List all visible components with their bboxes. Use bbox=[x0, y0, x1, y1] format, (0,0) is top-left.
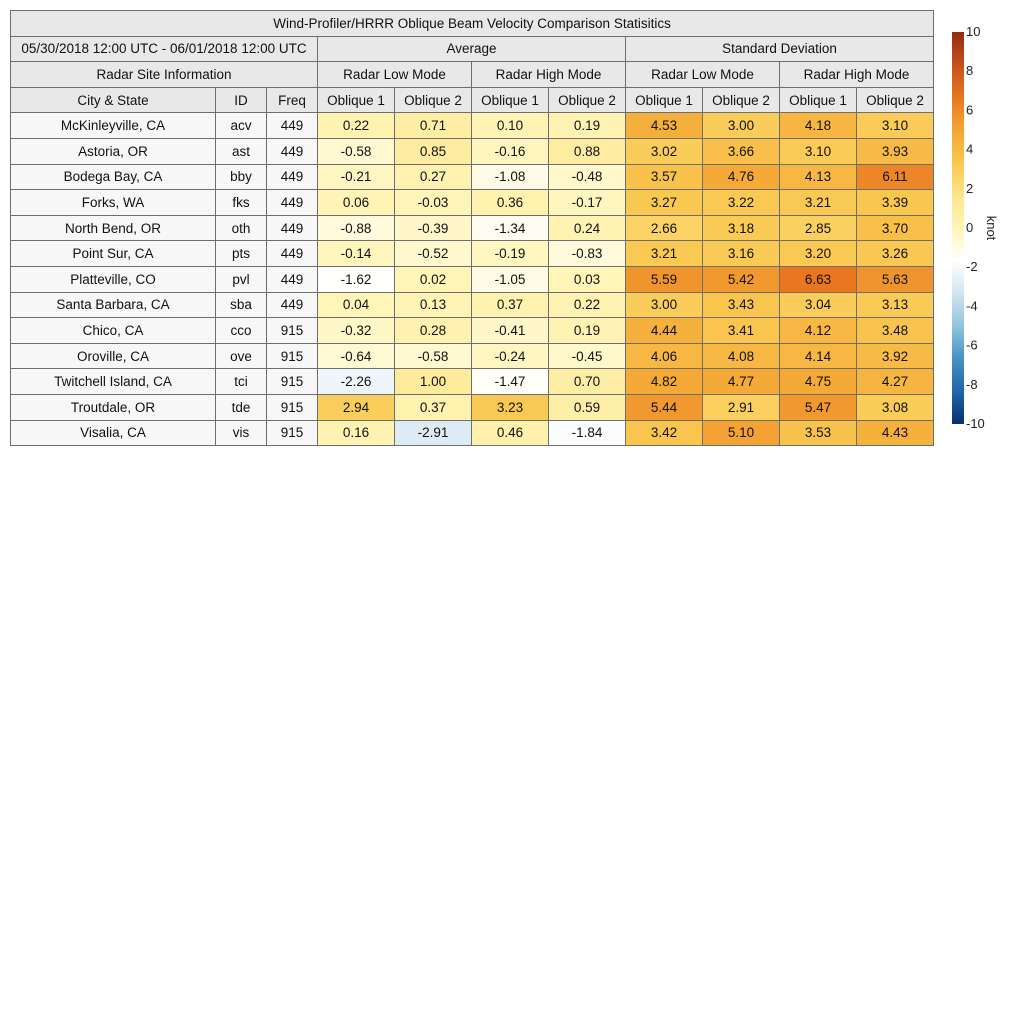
value-cell: -0.58 bbox=[395, 343, 472, 369]
site-id-cell: ove bbox=[216, 343, 267, 369]
value-cell: 3.42 bbox=[626, 420, 703, 446]
value-cell: -0.32 bbox=[318, 318, 395, 344]
table-row bbox=[11, 138, 934, 164]
freq-cell: 449 bbox=[267, 266, 318, 292]
value-cell: -0.83 bbox=[549, 241, 626, 267]
value-cell: 4.44 bbox=[626, 318, 703, 344]
value-cell: 3.21 bbox=[780, 190, 857, 216]
value-cell: 3.10 bbox=[780, 138, 857, 164]
colorbar-tick-label: 4 bbox=[966, 141, 974, 157]
city-cell: North Bend, OR bbox=[11, 215, 216, 241]
value-cell: 3.20 bbox=[780, 241, 857, 267]
city-cell: Oroville, CA bbox=[11, 343, 216, 369]
city-cell: McKinleyville, CA bbox=[11, 113, 216, 139]
colorbar-tick-label: 6 bbox=[966, 102, 974, 118]
colorbar-tick-label: 10 bbox=[966, 24, 981, 39]
value-cell: 2.94 bbox=[318, 394, 395, 420]
value-cell: 0.88 bbox=[549, 138, 626, 164]
colorbar-unit-label: knot bbox=[984, 215, 999, 241]
table-row bbox=[11, 190, 934, 216]
colorbar-tick-label: 2 bbox=[966, 180, 974, 196]
stddev-group-header: Standard Deviation bbox=[626, 36, 934, 62]
freq-header: Freq bbox=[267, 87, 318, 113]
value-cell: 3.22 bbox=[703, 190, 780, 216]
site-id-cell: ast bbox=[216, 138, 267, 164]
avg-high-mode-header: Radar High Mode bbox=[472, 62, 626, 88]
freq-cell: 915 bbox=[267, 394, 318, 420]
value-cell: -1.05 bbox=[472, 266, 549, 292]
value-cell: -0.41 bbox=[472, 318, 549, 344]
value-cell: 4.27 bbox=[857, 369, 934, 395]
value-cell: 5.42 bbox=[703, 266, 780, 292]
freq-cell: 915 bbox=[267, 343, 318, 369]
value-cell: 5.44 bbox=[626, 394, 703, 420]
value-cell: 4.14 bbox=[780, 343, 857, 369]
value-cell: 3.57 bbox=[626, 164, 703, 190]
city-cell: Twitchell Island, CA bbox=[11, 369, 216, 395]
value-cell: 3.26 bbox=[857, 241, 934, 267]
value-cell: 0.22 bbox=[318, 113, 395, 139]
value-cell: 0.46 bbox=[472, 420, 549, 446]
colorbar-gradient bbox=[952, 32, 964, 424]
value-cell: 5.63 bbox=[857, 266, 934, 292]
value-cell: 5.59 bbox=[626, 266, 703, 292]
value-cell: -1.84 bbox=[549, 420, 626, 446]
value-cell: 1.00 bbox=[395, 369, 472, 395]
value-cell: 0.37 bbox=[395, 394, 472, 420]
value-cell: 6.11 bbox=[857, 164, 934, 190]
value-cell: -0.48 bbox=[549, 164, 626, 190]
freq-cell: 449 bbox=[267, 164, 318, 190]
value-cell: 0.03 bbox=[549, 266, 626, 292]
site-id-cell: acv bbox=[216, 113, 267, 139]
value-cell: 3.02 bbox=[626, 138, 703, 164]
colorbar-tick-label: -10 bbox=[966, 416, 985, 431]
table-row bbox=[11, 318, 934, 344]
table-row bbox=[11, 292, 934, 318]
value-cell: 4.77 bbox=[703, 369, 780, 395]
avg-low-mode-header: Radar Low Mode bbox=[318, 62, 472, 88]
freq-cell: 915 bbox=[267, 420, 318, 446]
value-cell: 0.19 bbox=[549, 113, 626, 139]
colorbar bbox=[940, 20, 1024, 440]
value-cell: 3.13 bbox=[857, 292, 934, 318]
value-cell: -0.64 bbox=[318, 343, 395, 369]
value-cell: 0.06 bbox=[318, 190, 395, 216]
value-cell: 6.63 bbox=[780, 266, 857, 292]
table-body bbox=[11, 113, 934, 446]
value-cell: 3.10 bbox=[857, 113, 934, 139]
value-cell: -0.24 bbox=[472, 343, 549, 369]
freq-cell: 449 bbox=[267, 215, 318, 241]
site-id-cell: tde bbox=[216, 394, 267, 420]
value-cell: 4.75 bbox=[780, 369, 857, 395]
site-id-cell: pvl bbox=[216, 266, 267, 292]
value-cell: 2.85 bbox=[780, 215, 857, 241]
table-row bbox=[11, 343, 934, 369]
freq-cell: 449 bbox=[267, 190, 318, 216]
value-cell: 3.48 bbox=[857, 318, 934, 344]
value-cell: -0.52 bbox=[395, 241, 472, 267]
value-cell: 0.37 bbox=[472, 292, 549, 318]
city-cell: Bodega Bay, CA bbox=[11, 164, 216, 190]
value-cell: 3.21 bbox=[626, 241, 703, 267]
city-cell: Santa Barbara, CA bbox=[11, 292, 216, 318]
colorbar-tick-label: -8 bbox=[966, 376, 978, 392]
oblique-2-header: Oblique 2 bbox=[395, 87, 472, 113]
value-cell: 0.02 bbox=[395, 266, 472, 292]
value-cell: 0.10 bbox=[472, 113, 549, 139]
colorbar-tick-label: -4 bbox=[966, 298, 978, 314]
city-cell: Platteville, CO bbox=[11, 266, 216, 292]
value-cell: 0.19 bbox=[549, 318, 626, 344]
freq-cell: 915 bbox=[267, 318, 318, 344]
value-cell: -0.03 bbox=[395, 190, 472, 216]
city-cell: Visalia, CA bbox=[11, 420, 216, 446]
value-cell: 3.66 bbox=[703, 138, 780, 164]
value-cell: 5.10 bbox=[703, 420, 780, 446]
site-id-cell: oth bbox=[216, 215, 267, 241]
value-cell: -0.21 bbox=[318, 164, 395, 190]
table-row bbox=[11, 215, 934, 241]
oblique-2-header: Oblique 2 bbox=[857, 87, 934, 113]
std-low-mode-header: Radar Low Mode bbox=[626, 62, 780, 88]
table-row bbox=[11, 266, 934, 292]
value-cell: -2.91 bbox=[395, 420, 472, 446]
city-cell: Forks, WA bbox=[11, 190, 216, 216]
value-cell: 4.08 bbox=[703, 343, 780, 369]
value-cell: 0.70 bbox=[549, 369, 626, 395]
freq-cell: 449 bbox=[267, 241, 318, 267]
value-cell: -1.08 bbox=[472, 164, 549, 190]
value-cell: 4.76 bbox=[703, 164, 780, 190]
site-id-cell: tci bbox=[216, 369, 267, 395]
date-range: 05/30/2018 12:00 UTC - 06/01/2018 12:00 UTC bbox=[11, 36, 318, 62]
value-cell: -0.14 bbox=[318, 241, 395, 267]
value-cell: 3.70 bbox=[857, 215, 934, 241]
value-cell: -0.39 bbox=[395, 215, 472, 241]
value-cell: 3.27 bbox=[626, 190, 703, 216]
std-high-mode-header: Radar High Mode bbox=[780, 62, 934, 88]
value-cell: 3.39 bbox=[857, 190, 934, 216]
table-title: Wind-Profiler/HRRR Oblique Beam Velocity Comparison Statisitics bbox=[11, 11, 934, 37]
statistics-table bbox=[10, 10, 934, 446]
value-cell: 2.91 bbox=[703, 394, 780, 420]
colorbar-tick-label: 0 bbox=[966, 220, 974, 235]
value-cell: 3.53 bbox=[780, 420, 857, 446]
colorbar-tick-label: -2 bbox=[966, 259, 978, 275]
value-cell: -0.19 bbox=[472, 241, 549, 267]
value-cell: 3.18 bbox=[703, 215, 780, 241]
freq-cell: 449 bbox=[267, 138, 318, 164]
value-cell: 4.53 bbox=[626, 113, 703, 139]
value-cell: -2.26 bbox=[318, 369, 395, 395]
colorbar-tick-label: 8 bbox=[966, 63, 974, 79]
value-cell: -1.34 bbox=[472, 215, 549, 241]
city-state-header: City & State bbox=[11, 87, 216, 113]
freq-cell: 449 bbox=[267, 113, 318, 139]
site-id-cell: bby bbox=[216, 164, 267, 190]
value-cell: -0.17 bbox=[549, 190, 626, 216]
table-row bbox=[11, 369, 934, 395]
average-group-header: Average bbox=[318, 36, 626, 62]
value-cell: 4.06 bbox=[626, 343, 703, 369]
value-cell: 4.82 bbox=[626, 369, 703, 395]
value-cell: 3.16 bbox=[703, 241, 780, 267]
value-cell: 0.27 bbox=[395, 164, 472, 190]
site-id-cell: sba bbox=[216, 292, 267, 318]
city-cell: Point Sur, CA bbox=[11, 241, 216, 267]
value-cell: -1.47 bbox=[472, 369, 549, 395]
table-row bbox=[11, 164, 934, 190]
value-cell: 3.04 bbox=[780, 292, 857, 318]
value-cell: 0.85 bbox=[395, 138, 472, 164]
city-cell: Troutdale, OR bbox=[11, 394, 216, 420]
value-cell: 3.00 bbox=[626, 292, 703, 318]
city-cell: Chico, CA bbox=[11, 318, 216, 344]
city-cell: Astoria, OR bbox=[11, 138, 216, 164]
oblique-1-header: Oblique 1 bbox=[780, 87, 857, 113]
table-row bbox=[11, 394, 934, 420]
colorbar-tick-label: -6 bbox=[966, 337, 978, 353]
table-row bbox=[11, 420, 934, 446]
value-cell: -0.16 bbox=[472, 138, 549, 164]
value-cell: 2.66 bbox=[626, 215, 703, 241]
table-row bbox=[11, 113, 934, 139]
site-id-cell: cco bbox=[216, 318, 267, 344]
value-cell: 3.93 bbox=[857, 138, 934, 164]
value-cell: -0.88 bbox=[318, 215, 395, 241]
value-cell: 3.43 bbox=[703, 292, 780, 318]
value-cell: 0.13 bbox=[395, 292, 472, 318]
value-cell: 4.43 bbox=[857, 420, 934, 446]
oblique-1-header: Oblique 1 bbox=[472, 87, 549, 113]
value-cell: 0.24 bbox=[549, 215, 626, 241]
freq-cell: 449 bbox=[267, 292, 318, 318]
value-cell: 4.12 bbox=[780, 318, 857, 344]
freq-cell: 915 bbox=[267, 369, 318, 395]
id-header: ID bbox=[216, 87, 267, 113]
oblique-2-header: Oblique 2 bbox=[549, 87, 626, 113]
oblique-1-header: Oblique 1 bbox=[318, 87, 395, 113]
site-id-cell: vis bbox=[216, 420, 267, 446]
value-cell: -0.45 bbox=[549, 343, 626, 369]
value-cell: -0.58 bbox=[318, 138, 395, 164]
oblique-1-header: Oblique 1 bbox=[626, 87, 703, 113]
site-info-header: Radar Site Information bbox=[11, 62, 318, 88]
value-cell: 0.22 bbox=[549, 292, 626, 318]
site-id-cell: pts bbox=[216, 241, 267, 267]
value-cell: 3.08 bbox=[857, 394, 934, 420]
site-id-cell: fks bbox=[216, 190, 267, 216]
value-cell: 0.28 bbox=[395, 318, 472, 344]
table-row bbox=[11, 241, 934, 267]
value-cell: 3.41 bbox=[703, 318, 780, 344]
oblique-2-header: Oblique 2 bbox=[703, 87, 780, 113]
value-cell: 4.18 bbox=[780, 113, 857, 139]
value-cell: -1.62 bbox=[318, 266, 395, 292]
value-cell: 0.16 bbox=[318, 420, 395, 446]
value-cell: 0.59 bbox=[549, 394, 626, 420]
value-cell: 0.36 bbox=[472, 190, 549, 216]
value-cell: 0.71 bbox=[395, 113, 472, 139]
value-cell: 4.13 bbox=[780, 164, 857, 190]
value-cell: 3.23 bbox=[472, 394, 549, 420]
value-cell: 3.92 bbox=[857, 343, 934, 369]
value-cell: 0.04 bbox=[318, 292, 395, 318]
value-cell: 5.47 bbox=[780, 394, 857, 420]
value-cell: 3.00 bbox=[703, 113, 780, 139]
